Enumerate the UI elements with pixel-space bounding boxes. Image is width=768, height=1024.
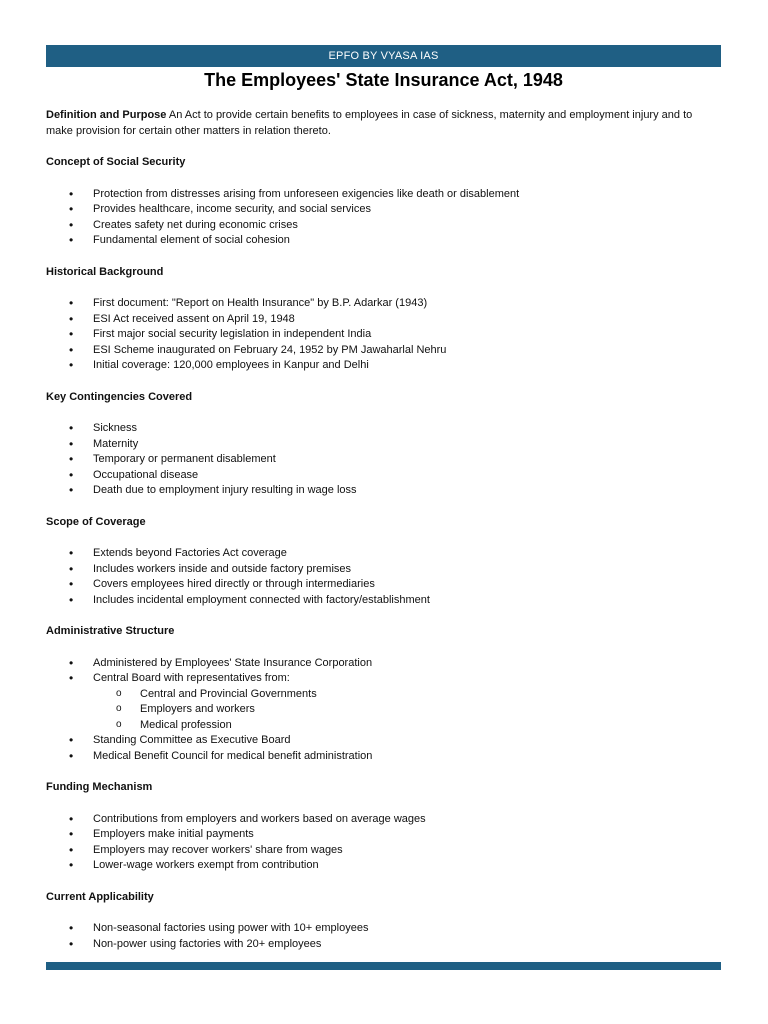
section-heading: Current Applicability xyxy=(46,890,154,903)
list-item-text: Contributions from employers and workers based on average wages xyxy=(93,812,426,825)
list-item-text: Initial coverage: 120,000 employees in Kanpur and Delhi xyxy=(93,359,369,371)
list-item-text: Occupational disease xyxy=(93,468,199,481)
list-item xyxy=(46,733,708,749)
list-item xyxy=(46,452,708,468)
list-item-text: Temporary or permanent disablement xyxy=(93,453,276,465)
sections-container xyxy=(46,155,708,952)
list-item-text: Non-seasonal factories using power with 10+ employees xyxy=(93,922,369,934)
section xyxy=(46,624,708,764)
list-item-text: First document: "Report on Health Insurance" by B.P. Adarkar (1943) xyxy=(93,297,428,309)
footer-bar xyxy=(46,962,721,970)
list-item xyxy=(46,187,708,203)
intro-label: Definition and Purpose xyxy=(46,109,167,121)
list-item xyxy=(46,858,708,874)
list-item-text: First major social security legislation in independent India xyxy=(93,328,372,340)
list-item xyxy=(46,437,708,453)
bullet-list xyxy=(46,546,708,608)
list-item xyxy=(46,921,708,937)
list-item-text: Sickness xyxy=(93,422,138,434)
list-item-text: Employers may recover workers' share from wages xyxy=(93,843,343,856)
list-item-text: ESI Scheme inaugurated on February 24, 1952 by PM Jawaharlal Nehru xyxy=(93,343,447,356)
list-item-text: Creates safety net during economic crises xyxy=(93,218,298,231)
bullet-list xyxy=(46,187,708,249)
intro-text: An Act to provide certain benefits to employees in case of sickness, maternity and employment injury and to make provision for certain other matters in relation thereto. xyxy=(46,109,693,137)
list-item xyxy=(46,656,708,672)
sub-list-item: o Medical profession xyxy=(93,718,708,734)
section-heading: Key Contingencies Covered xyxy=(46,390,193,403)
section xyxy=(46,890,708,953)
list-item xyxy=(46,358,708,374)
list-item-text: ESI Act received assent on April 19, 1948 xyxy=(93,312,295,325)
section-heading: Administrative Structure xyxy=(46,625,175,637)
section xyxy=(46,515,708,609)
section-heading: Funding Mechanism xyxy=(46,781,153,793)
list-item-text: Includes incidental employment connected with factory/establishment xyxy=(93,593,430,606)
list-item xyxy=(46,671,708,733)
list-item xyxy=(46,343,708,359)
list-item xyxy=(46,421,708,437)
list-item xyxy=(46,546,708,562)
list-item xyxy=(46,812,708,828)
list-item xyxy=(46,468,708,484)
list-item-text: Protection from distresses arising from unforeseen exigencies like death or disablement xyxy=(93,187,520,200)
list-item xyxy=(46,937,708,953)
header-banner: EPFO BY VYASA IAS xyxy=(46,45,721,67)
list-item-text: Non-power using factories with 20+ employees xyxy=(93,937,322,950)
list-item-text: Death due to employment injury resulting in wage loss xyxy=(93,484,357,496)
list-item-text: Medical Benefit Council for medical benefit administration xyxy=(93,749,373,762)
list-item xyxy=(46,483,708,499)
list-item xyxy=(46,827,708,843)
list-item-text: Maternity xyxy=(93,437,139,450)
list-item-text: Includes workers inside and outside factory premises xyxy=(93,562,352,575)
list-item-text: Fundamental element of social cohesion xyxy=(93,234,290,246)
list-item-text: Extends beyond Factories Act coverage xyxy=(93,547,287,559)
sub-list-item: o Employers and workers xyxy=(93,702,708,718)
document-title: The Employees' State Insurance Act, 1948 xyxy=(204,70,563,90)
bullet-list xyxy=(46,921,708,952)
bullet-list xyxy=(46,421,708,499)
document-body xyxy=(46,108,708,952)
list-item-text: Lower-wage workers exempt from contribution xyxy=(93,859,319,871)
section xyxy=(46,780,708,874)
sub-list xyxy=(93,687,708,734)
list-item xyxy=(46,218,708,234)
section-heading: Scope of Coverage xyxy=(46,515,146,528)
list-item-text: Employers make initial payments xyxy=(93,828,254,840)
list-item xyxy=(46,312,708,328)
list-item-text: Standing Committee as Executive Board xyxy=(93,734,291,746)
list-item xyxy=(46,296,708,312)
section-heading: Concept of Social Security xyxy=(46,156,186,168)
list-item xyxy=(46,749,708,765)
bullet-list xyxy=(46,656,708,765)
section xyxy=(46,155,708,249)
list-item xyxy=(46,233,708,249)
list-item xyxy=(46,562,708,578)
list-item-text: Provides healthcare, income security, and social services xyxy=(93,203,371,215)
bullet-list xyxy=(46,296,708,374)
section-heading: Historical Background xyxy=(46,265,164,278)
intro-paragraph xyxy=(46,108,708,139)
list-item-text: Covers employees hired directly or through intermediaries xyxy=(93,578,375,590)
list-item xyxy=(46,202,708,218)
list-item xyxy=(46,593,708,609)
section xyxy=(46,265,708,374)
list-item xyxy=(46,577,708,593)
list-item xyxy=(46,327,708,343)
section xyxy=(46,390,708,499)
list-item-text: Central Board with representatives from: xyxy=(93,672,290,684)
list-item xyxy=(46,843,708,859)
bullet-list xyxy=(46,812,708,874)
list-item-text: Administered by Employees' State Insurance Corporation xyxy=(93,656,373,669)
sub-list-item: o Central and Provincial Governments xyxy=(93,687,708,703)
